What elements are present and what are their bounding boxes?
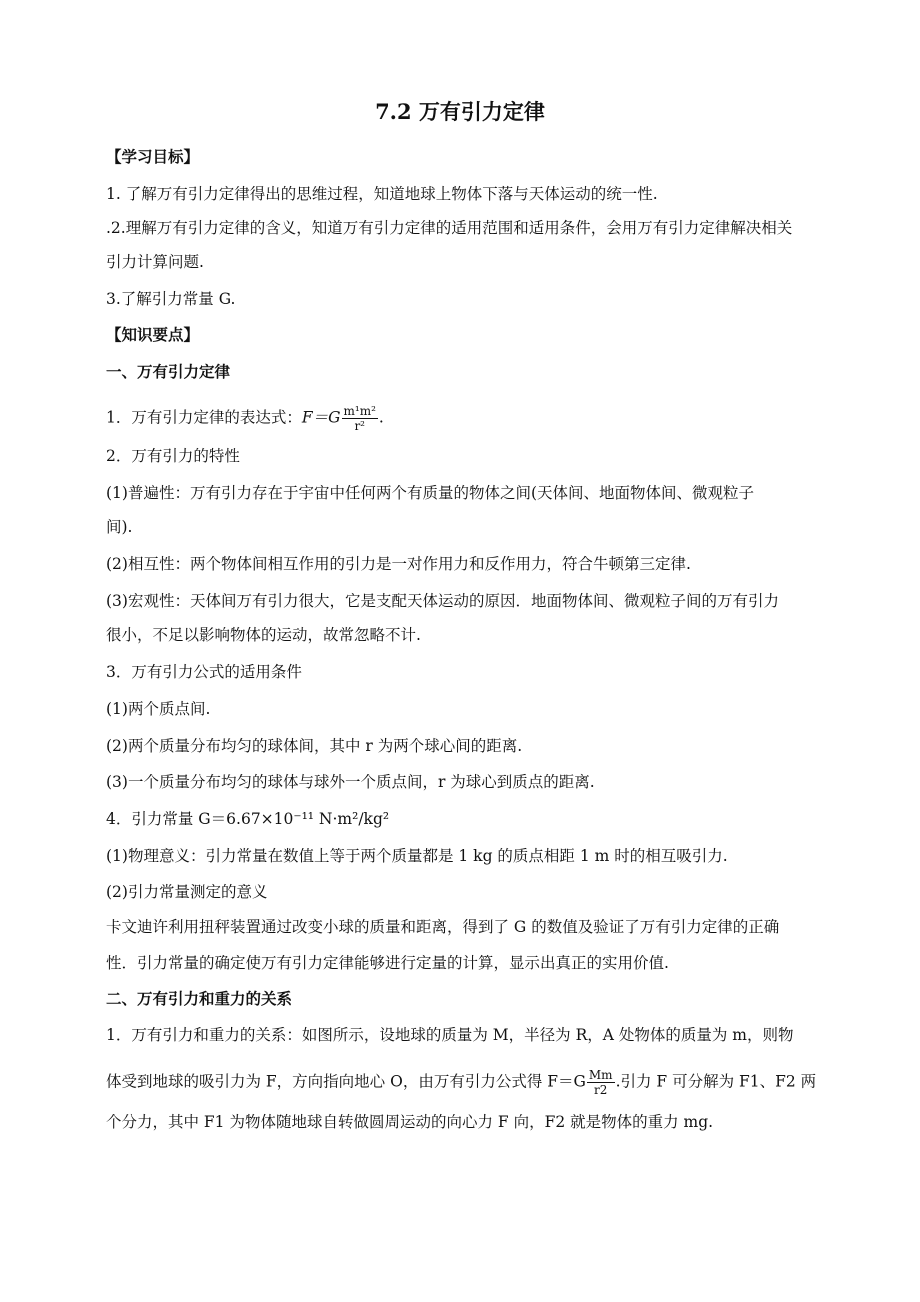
s1-line-13: (2)引力常量测定的意义 xyxy=(106,883,268,901)
section-1-header: 一、万有引力定律 xyxy=(106,362,231,381)
s2-line-2-prefix: 体受到地球的吸引力为 F，方向指向地心 O，由万有引力公式得 F＝G xyxy=(106,1072,586,1091)
s1-line-14: 卡文迪许利用扭秤装置通过改变小球的质量和距离，得到了 G 的数值及验证了万有引力定律的正确 xyxy=(106,918,780,936)
section-2-header: 二、万有引力和重力的关系 xyxy=(106,989,293,1008)
formula-lhs: F＝G xyxy=(301,408,341,427)
points-header: 【知识要点】 xyxy=(106,325,200,344)
s1-line-7: 3．万有引力公式的适用条件 xyxy=(106,663,302,681)
s1-line-10: (3)一个质量分布均匀的球体与球外一个质点间，r 为球心到质点的距离. xyxy=(106,773,595,791)
s2-line-2 xyxy=(106,1068,820,1097)
s1-line-6: 很小，不足以影响物体的运动，故常忽略不计. xyxy=(106,626,421,644)
formula-prefix: 1．万有引力定律的表达式： xyxy=(106,408,302,427)
page-title: 7.2 万有引力定律 xyxy=(375,99,545,124)
goal-line-3: 引力计算问题. xyxy=(106,253,204,271)
gravity-fraction xyxy=(587,1068,615,1097)
formula-denominator: r² xyxy=(354,419,365,433)
s1-line-4: (2)相互性：两个物体间相互作用的引力是一对作用力和反作用力，符合牛顿第三定律. xyxy=(106,555,691,573)
s1-line-1: 2．万有引力的特性 xyxy=(106,447,240,465)
goal-line-1: 1. 了解万有引力定律得出的思维过程，知道地球上物体下落与天体运动的统一性. xyxy=(106,185,658,203)
formula-numerator: m¹m² xyxy=(343,404,376,418)
formula-suffix: . xyxy=(378,408,384,427)
s1-line-5: (3)宏观性：天体间万有引力很大，它是支配天体运动的原因．地面物体间、微观粒子间的万有引力 xyxy=(106,592,779,610)
s2-line-1: 1．万有引力和重力的关系：如图所示，设地球的质量为 M，半径为 R，A 处物体的质量为 m，则物 xyxy=(106,1026,794,1044)
s1-line-8: (1)两个质点间. xyxy=(106,700,211,718)
s1-line-2: (1)普遍性：万有引力存在于宇宙中任何两个有质量的物体之间(天体间、地面物体间、微观粒子 xyxy=(106,484,755,502)
goal-line-2: .2.理解万有引力定律的含义，知道万有引力定律的适用范围和适用条件，会用万有引力定律解决相关 xyxy=(106,219,793,237)
gravity-denominator: r2 xyxy=(594,1083,608,1097)
s1-line-9: (2)两个质量分布均匀的球体间，其中 r 为两个球心间的距离. xyxy=(106,737,523,755)
s1-line-3: 间). xyxy=(106,518,133,536)
s1-line-11: 4．引力常量 G＝6.67×10⁻¹¹ N·m²/kg² xyxy=(106,810,390,828)
goals-header: 【学习目标】 xyxy=(106,147,200,166)
s1-line-15: 性．引力常量的确定使万有引力定律能够进行定量的计算，显示出真正的实用价值. xyxy=(106,954,669,972)
s2-line-2-suffix: .引力 F 可分解为 F1、F2 两 xyxy=(615,1072,817,1091)
s1-line-12: (1)物理意义：引力常量在数值上等于两个质量都是 1 kg 的质点相距 1 m 时的相互吸引力. xyxy=(106,847,728,865)
formula-fraction xyxy=(342,404,378,433)
s2-line-3: 个分力，其中 F1 为物体随地球自转做圆周运动的向心力 F 向，F2 就是物体的重力 mg. xyxy=(106,1113,714,1131)
gravity-numerator: Mm xyxy=(588,1068,613,1082)
goal-line-4: 3.了解引力常量 G. xyxy=(106,290,236,308)
formula-line xyxy=(106,404,820,433)
